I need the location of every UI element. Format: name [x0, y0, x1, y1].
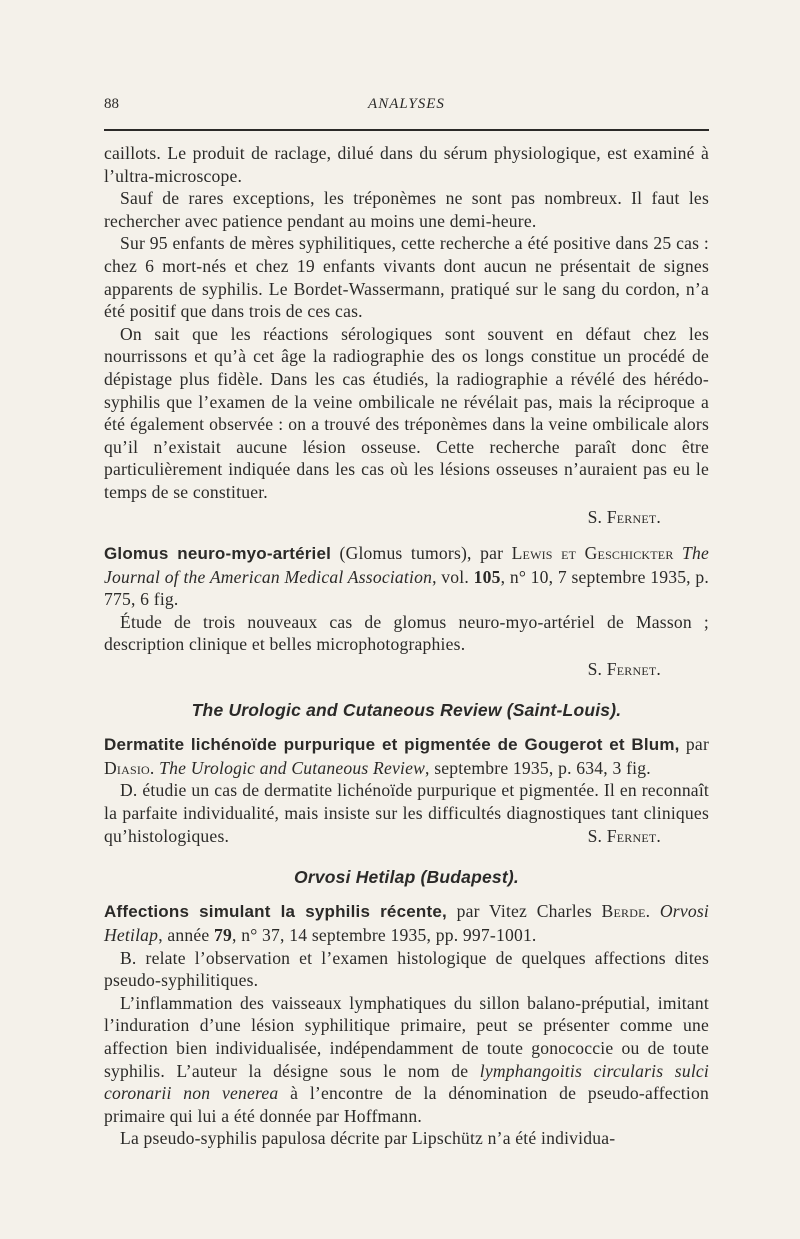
- section-heading: The Urologic and Cutaneous Review (Saint-Louis).: [191, 699, 622, 720]
- page-number: 88: [104, 96, 119, 112]
- citation-text: , septembre 1935, p. 634, 3 fig.: [425, 757, 651, 778]
- paragraph: Sauf de rares exceptions, les tréponèmes ne sont pas nombreux. Il faut les rechercher avec patience pendant au moins une demi-heure.: [104, 188, 709, 231]
- entry-citation: [104, 542, 709, 611]
- journal-name: The Urologic and Cutaneous Review: [159, 757, 426, 778]
- paragraph: La pseudo-syphilis papulosa décrite par Lipschütz n’a été individua-: [120, 1128, 616, 1149]
- citation-text: , vol.: [432, 566, 474, 587]
- citation-text: .: [149, 757, 160, 778]
- signature: S. Fernet.: [587, 826, 661, 847]
- citation-text: , n° 10, 7 septembre 1935, p. 775, 6 fig.: [104, 566, 709, 610]
- paragraph: [104, 992, 709, 1128]
- latin-term: lymphangoitis circularis sulci coronarii non venerea: [104, 1060, 710, 1104]
- review-entry: [104, 733, 709, 848]
- paragraph: Sur 95 enfants de mères syphilitiques, cette recherche a été positive dans 25 cas : chez 6 mort-nés et chez 19 enfants vivants dont aucun ne présentait de signes apparents de syphilis. Le Bordet-Wassermann, pratiqué sur le sang du cordon, n’a été positif que dans trois de ces cas.: [104, 233, 709, 322]
- volume: 79: [214, 925, 233, 945]
- paragraph-text: L’inflammation des vaisseaux lymphatiques du sillon balano-préputial, imitant l’induration d’une lésion syphilitique primaire, peut se présenter comme une affection bien individualisée, indépendamment de toute gonococcie ou de toute syphilis. L’auteur la désigne sous le nom de: [104, 992, 709, 1081]
- entry-authors: Lewis et Geschickter: [511, 543, 674, 564]
- entry-title: Glomus neuro-myo-artériel: [104, 544, 332, 564]
- section-heading: Orvosi Hetilap (Budapest).: [294, 866, 519, 887]
- entry-summary: D. étudie un cas de dermatite lichénoïde purpurique et pigmentée. Il en reconnaît la parfaite individualité, mais insiste sur les difficultés diagnostiques tant cliniques qu’histologiques.: [104, 780, 709, 846]
- paragraph: caillots. Le produit de raclage, dilué dans du sérum physiologique, est examiné à l’ultra-microscope.: [104, 143, 709, 186]
- volume: 105: [473, 566, 501, 587]
- entry-title: Dermatite lichénoïde purpurique et pigmentée de Gougerot et Blum,: [104, 735, 680, 755]
- citation-text: , année: [158, 925, 215, 945]
- entry-citation: [104, 900, 709, 946]
- entry-authors: Diasio: [104, 757, 150, 778]
- citation-text: par: [679, 734, 709, 755]
- review-entry: [104, 900, 709, 1150]
- running-title: ANALYSES: [368, 96, 445, 112]
- signature: S. Fernet.: [587, 506, 661, 527]
- journal-name: The Journal of the American Medical Association: [104, 543, 709, 587]
- entry-summary: Étude de trois nouveaux cas de glomus neuro-myo-artériel de Masson ; description clinique et belles microphotographies.: [104, 611, 709, 655]
- signature: S. Fernet.: [587, 659, 661, 680]
- citation-text: (Glomus tumors), par: [331, 543, 512, 564]
- journal-name: Orvosi Hetilap: [104, 901, 709, 945]
- citation-text: , n° 37, 14 septembre 1935, pp. 997-1001.: [232, 925, 537, 945]
- entry-citation: [104, 733, 709, 779]
- page-body: [104, 142, 709, 1150]
- citation-text: par Vitez Charles: [446, 901, 602, 922]
- paragraph: On sait que les réactions sérologiques sont souvent en défaut chez les nourrissons et qu’à cet âge la radiographie des os longs constitue un procédé de dépistage plus fidèle. Dans les cas étudiés, la radiographie a révélé des hérédo-syphilis que l’examen de la veine ombilicale ne révélait pas, mais la réciproque a été également observée : on a trouvé des tréponèmes dans la veine ombilicale alors qu’il n’existait aucune lésion osseuse. Cette recherche paraît donc être particulièrement indiquée dans les cas où les lésions osseuses n’auraient pas eu le temps de se constituer.: [104, 323, 709, 502]
- entry-summary: B. relate l’observation et l’examen histologique de quelques affections dites pseudo-syphilitiques.: [104, 947, 709, 991]
- header-rule: [104, 129, 709, 131]
- citation-text: .: [645, 901, 660, 922]
- paragraph-text: à l’encontre de la dénomination de pseudo-affection primaire qui lui a été donnée par Hoffmann.: [104, 1083, 709, 1126]
- review-entry: [104, 542, 709, 681]
- entry-title: Affections simulant la syphilis récente,: [104, 902, 447, 922]
- entry-authors: Berde: [601, 901, 646, 922]
